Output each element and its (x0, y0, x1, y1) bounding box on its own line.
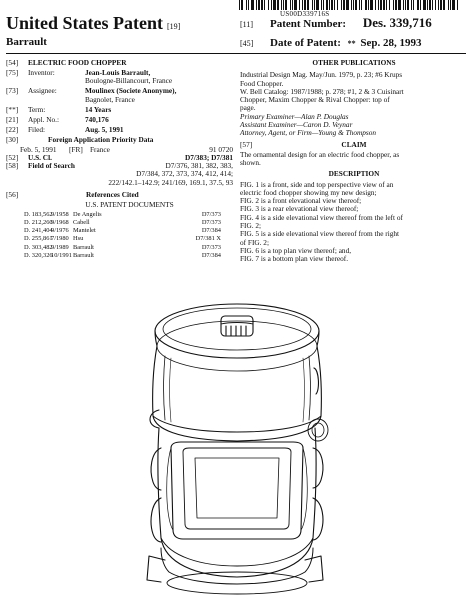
barcode-bar (337, 0, 338, 10)
barcode-bar (435, 0, 436, 10)
barcode-bar (283, 0, 284, 10)
barcode-bar (251, 0, 254, 10)
filed-date: Aug. 5, 1991 (85, 124, 124, 134)
ref-des: D. 212,260 (24, 218, 53, 226)
date-value: Sep. 28, 1993 (360, 37, 422, 49)
barcode-bar (256, 0, 257, 10)
ref-cls: D7/384 (201, 227, 221, 235)
barcode-bar (351, 0, 352, 10)
assistant-examiner: Assistant Examiner—Caron D. Veynar (240, 120, 353, 130)
barcode-bar (331, 0, 333, 10)
primary-examiner: Primary Examiner—Alan P. Douglas (240, 111, 349, 121)
search-code: [58] (6, 161, 19, 171)
barcode-bar (395, 0, 397, 10)
barcode-bar (273, 0, 276, 10)
patent-heading (6, 13, 180, 34)
description-line: FIG. 5 is a side elevational view thereof from the right (240, 229, 400, 239)
search-row-3 (6, 179, 233, 191)
foreign-code: [30] (6, 134, 19, 144)
barcode-bar (443, 0, 445, 10)
claim-heading-row (240, 141, 468, 151)
ref-name: De Angelis (73, 210, 102, 218)
chopper-jar (150, 346, 328, 441)
appl-number: 740,176 (85, 114, 109, 124)
pub1-line1: Industrial Design Mag. May/Jun. 1979, p. 23; #6 Krups (240, 70, 403, 80)
ref-name: Cabell (73, 218, 90, 226)
barcode-bar (407, 0, 409, 10)
term-label: Term: (28, 104, 46, 114)
ref-des: D. 320,326 (24, 251, 53, 259)
ref-cls: D7/373 (201, 218, 221, 226)
barcode-bar (334, 0, 335, 10)
term-value: 14 Years (85, 104, 112, 114)
description-line: FIG. 2 is a front elevational view thereof; (240, 196, 362, 206)
claim-line1: The ornamental design for an electric food chopper, as (240, 149, 400, 159)
attorney: Attorney, Agent, or Firm—Young & Thompson (240, 128, 377, 138)
barcode-bar (271, 0, 272, 10)
search-label: Field of Search (28, 161, 75, 171)
barcode-bar (403, 0, 404, 10)
barcode-bar (246, 0, 247, 10)
barcode-bar (448, 0, 449, 10)
invention-title: ELECTRIC FOOD CHOPPER (28, 58, 127, 67)
assignee-code: [73] (6, 86, 19, 96)
barcode-bar (355, 0, 357, 10)
foreign-country-code: [FR] (69, 144, 83, 154)
patent-number-label: Patent Number: (270, 18, 347, 30)
description-heading: DESCRIPTION (328, 169, 380, 179)
barcode-bar (248, 0, 249, 10)
foreign-number: 91 0720 (209, 144, 233, 154)
pub2-line2: Chopper, Maxim Chopper & Rival Chopper: top of (240, 95, 390, 105)
barcode-bar (380, 0, 382, 10)
left-column (6, 59, 233, 260)
barcode-bar (450, 0, 451, 10)
refs-heading: References Cited (86, 189, 139, 199)
date-bracket: [45] (240, 39, 254, 48)
inventor-label: Inventor: (28, 68, 55, 77)
barcode-bar (312, 0, 313, 10)
uscl-code: [52] (6, 152, 19, 162)
description-line: FIG. 3 is a rear elevational view thereof; (240, 204, 359, 214)
ref-cls: D7/373 (201, 210, 221, 218)
search-line-1: D7/376, 381, 382, 383, (165, 161, 233, 171)
claim-heading: CLAIM (341, 139, 367, 149)
uscl-label: U.S. Cl. (28, 152, 52, 162)
barcode-bar (302, 0, 303, 10)
inventor-surname: Barrault (6, 36, 47, 48)
barcode-bar (361, 0, 362, 10)
patent-number-bracket: [11] (240, 20, 254, 29)
ref-des: D. 183,562 (24, 210, 53, 218)
patent-title: United States Patent (6, 13, 163, 33)
barcode-bar (258, 0, 260, 10)
barcode-bar (423, 0, 426, 10)
description-line: FIG. 6 is a top plan view thereof; and, (240, 245, 352, 255)
barcode-bar (323, 0, 324, 10)
barcode-bar (321, 0, 322, 10)
description-line: FIG. 7 is a bottom plan view thereof. (240, 254, 349, 264)
assignee-label: Assignee: (28, 86, 57, 96)
barcode-bar (343, 0, 345, 10)
assignee-location: Bagnolet, France (85, 94, 135, 104)
barcode-bar (365, 0, 367, 10)
description-line: FIG. 2; (240, 221, 262, 231)
food-chopper-figure (125, 298, 349, 598)
barcode-bar (316, 0, 319, 10)
barcode-bar (457, 0, 458, 10)
barcode-bar (370, 0, 373, 10)
foreign-country: France (90, 144, 110, 154)
ref-name: Mantelet (73, 227, 96, 235)
pub2-line3: page. (240, 103, 256, 113)
description-line: of FIG. 2; (240, 237, 269, 247)
barcode-bar (292, 0, 293, 10)
patent-number: Des. 339,716 (362, 15, 432, 30)
barcode-bar (429, 0, 431, 10)
barcode-bar (375, 0, 376, 10)
description-line: FIG. 4 is a side elevational view thereof from the left of (240, 212, 403, 222)
barcode-bar (353, 0, 354, 10)
ref-date: 9/1989 (51, 243, 69, 251)
description-text (240, 181, 468, 264)
barcode-bar (285, 0, 287, 10)
foreign-date: Feb. 5, 1991 (20, 144, 57, 154)
ref-des: D. 241,404 (24, 227, 53, 235)
control-panel (167, 442, 308, 539)
right-column (240, 59, 468, 264)
claim-code: [57] (240, 139, 253, 149)
uscl-value: D7/383; D7/381 (184, 152, 233, 162)
pub2-line1: W. Bell Catalog: 1987/1988; p. 278; #1, 2 & 3 Cuisinart (240, 86, 404, 96)
refs-code: [56] (6, 189, 19, 199)
barcode-bar (420, 0, 421, 10)
barcode-bar (261, 0, 263, 10)
ref-cls: D7/384 (201, 251, 221, 259)
barcode-bar (346, 0, 349, 10)
ref-date: 9/1968 (51, 218, 69, 226)
barcode-bar (440, 0, 442, 10)
barcode-bar (329, 0, 330, 10)
barcode-bar (304, 0, 306, 10)
barcode-bar (359, 0, 360, 10)
barcode-bar (452, 0, 455, 10)
refs-heading-row (6, 191, 233, 201)
title-bracket: [19] (166, 22, 181, 31)
date-marker: ** (347, 39, 356, 48)
ref-date: 7/1980 (51, 235, 69, 243)
barcode-bar (268, 0, 269, 10)
barcode-bar (405, 0, 406, 10)
barcode-bar (281, 0, 282, 10)
ref-cls: D7/381 X (195, 235, 221, 243)
barcode-bar (393, 0, 394, 10)
inventor-code: [75] (6, 68, 19, 77)
barcode-bar (413, 0, 414, 10)
ref-date: 10/1991 (51, 251, 72, 259)
barcode-bar (241, 0, 243, 10)
appl-label: Appl. No.: (28, 114, 60, 124)
barcode-bar (307, 0, 309, 10)
ref-date: 9/1958 (51, 210, 69, 218)
barcode-bar (378, 0, 379, 10)
header-divider (6, 53, 466, 54)
description-line: FIG. 1 is a front, side and top perspective view of an (240, 179, 394, 189)
patent-number-line (240, 15, 432, 31)
us-docs-heading: U.S. PATENT DOCUMENTS (85, 199, 174, 209)
barcode-bar (264, 0, 265, 10)
barcode-bar (294, 0, 297, 10)
pub1-line2: Food Chopper. (240, 78, 284, 88)
description-line: electric food chopper showing my new design; (240, 187, 377, 197)
date-label: Date of Patent: (270, 37, 341, 49)
barcode-number: US00D339716S (280, 10, 330, 18)
barcode-bar (314, 0, 315, 10)
barcode-bar (326, 0, 328, 10)
barcode-bar (277, 0, 279, 10)
chopper-lid (155, 304, 319, 371)
ref-date: 9/1976 (51, 227, 69, 235)
barcode-bar (389, 0, 390, 10)
date-line (240, 37, 422, 49)
ref-name: Hsu (73, 235, 84, 243)
barcode-bar (299, 0, 300, 10)
inventor-name: Jean-Louis Barrault, (85, 68, 151, 77)
barcode (239, 0, 461, 10)
lid-knob (221, 316, 253, 336)
barcode-bar (427, 0, 428, 10)
ref-des: D. 303,482 (24, 243, 53, 251)
claim-line2: shown. (240, 157, 261, 167)
search-line-2: D7/384, 372, 373, 374, 412, 414; (136, 169, 233, 179)
barcode-bar (417, 0, 419, 10)
ref-des: D. 255,861 (24, 235, 53, 243)
filed-label: Filed: (28, 124, 46, 134)
assignee-name: Moulinex (Societe Anonyme), (85, 86, 177, 96)
barcode-bar (411, 0, 412, 10)
barcode-bar (290, 0, 291, 10)
appl-code: [21] (6, 114, 19, 124)
other-pubs-heading: OTHER PUBLICATIONS (312, 58, 396, 67)
ref-cls: D7/373 (201, 243, 221, 251)
barcode-bar (432, 0, 433, 10)
foreign-heading: Foreign Application Priority Data (48, 134, 154, 144)
barcode-bar (368, 0, 369, 10)
ref-name: Barrault (73, 251, 94, 259)
filed-code: [22] (6, 124, 19, 134)
barcode-bar (341, 0, 342, 10)
barcode-bar (398, 0, 401, 10)
search-line-3: 222/142.1–142.9; 241/169, 169.1, 37.5, 93 (108, 177, 233, 187)
patent-references-table (6, 211, 233, 260)
barcode-bar (438, 0, 439, 10)
ref-name: Barrault (73, 243, 94, 251)
chopper-base (158, 428, 316, 594)
barcode-bar (386, 0, 387, 10)
title-code: [54] (6, 58, 19, 67)
barcode-bar (383, 0, 385, 10)
inventor-location: Boulogne-Billancourt, France (85, 76, 173, 86)
term-code: [**] (6, 104, 19, 114)
barcode-bar (239, 0, 240, 10)
